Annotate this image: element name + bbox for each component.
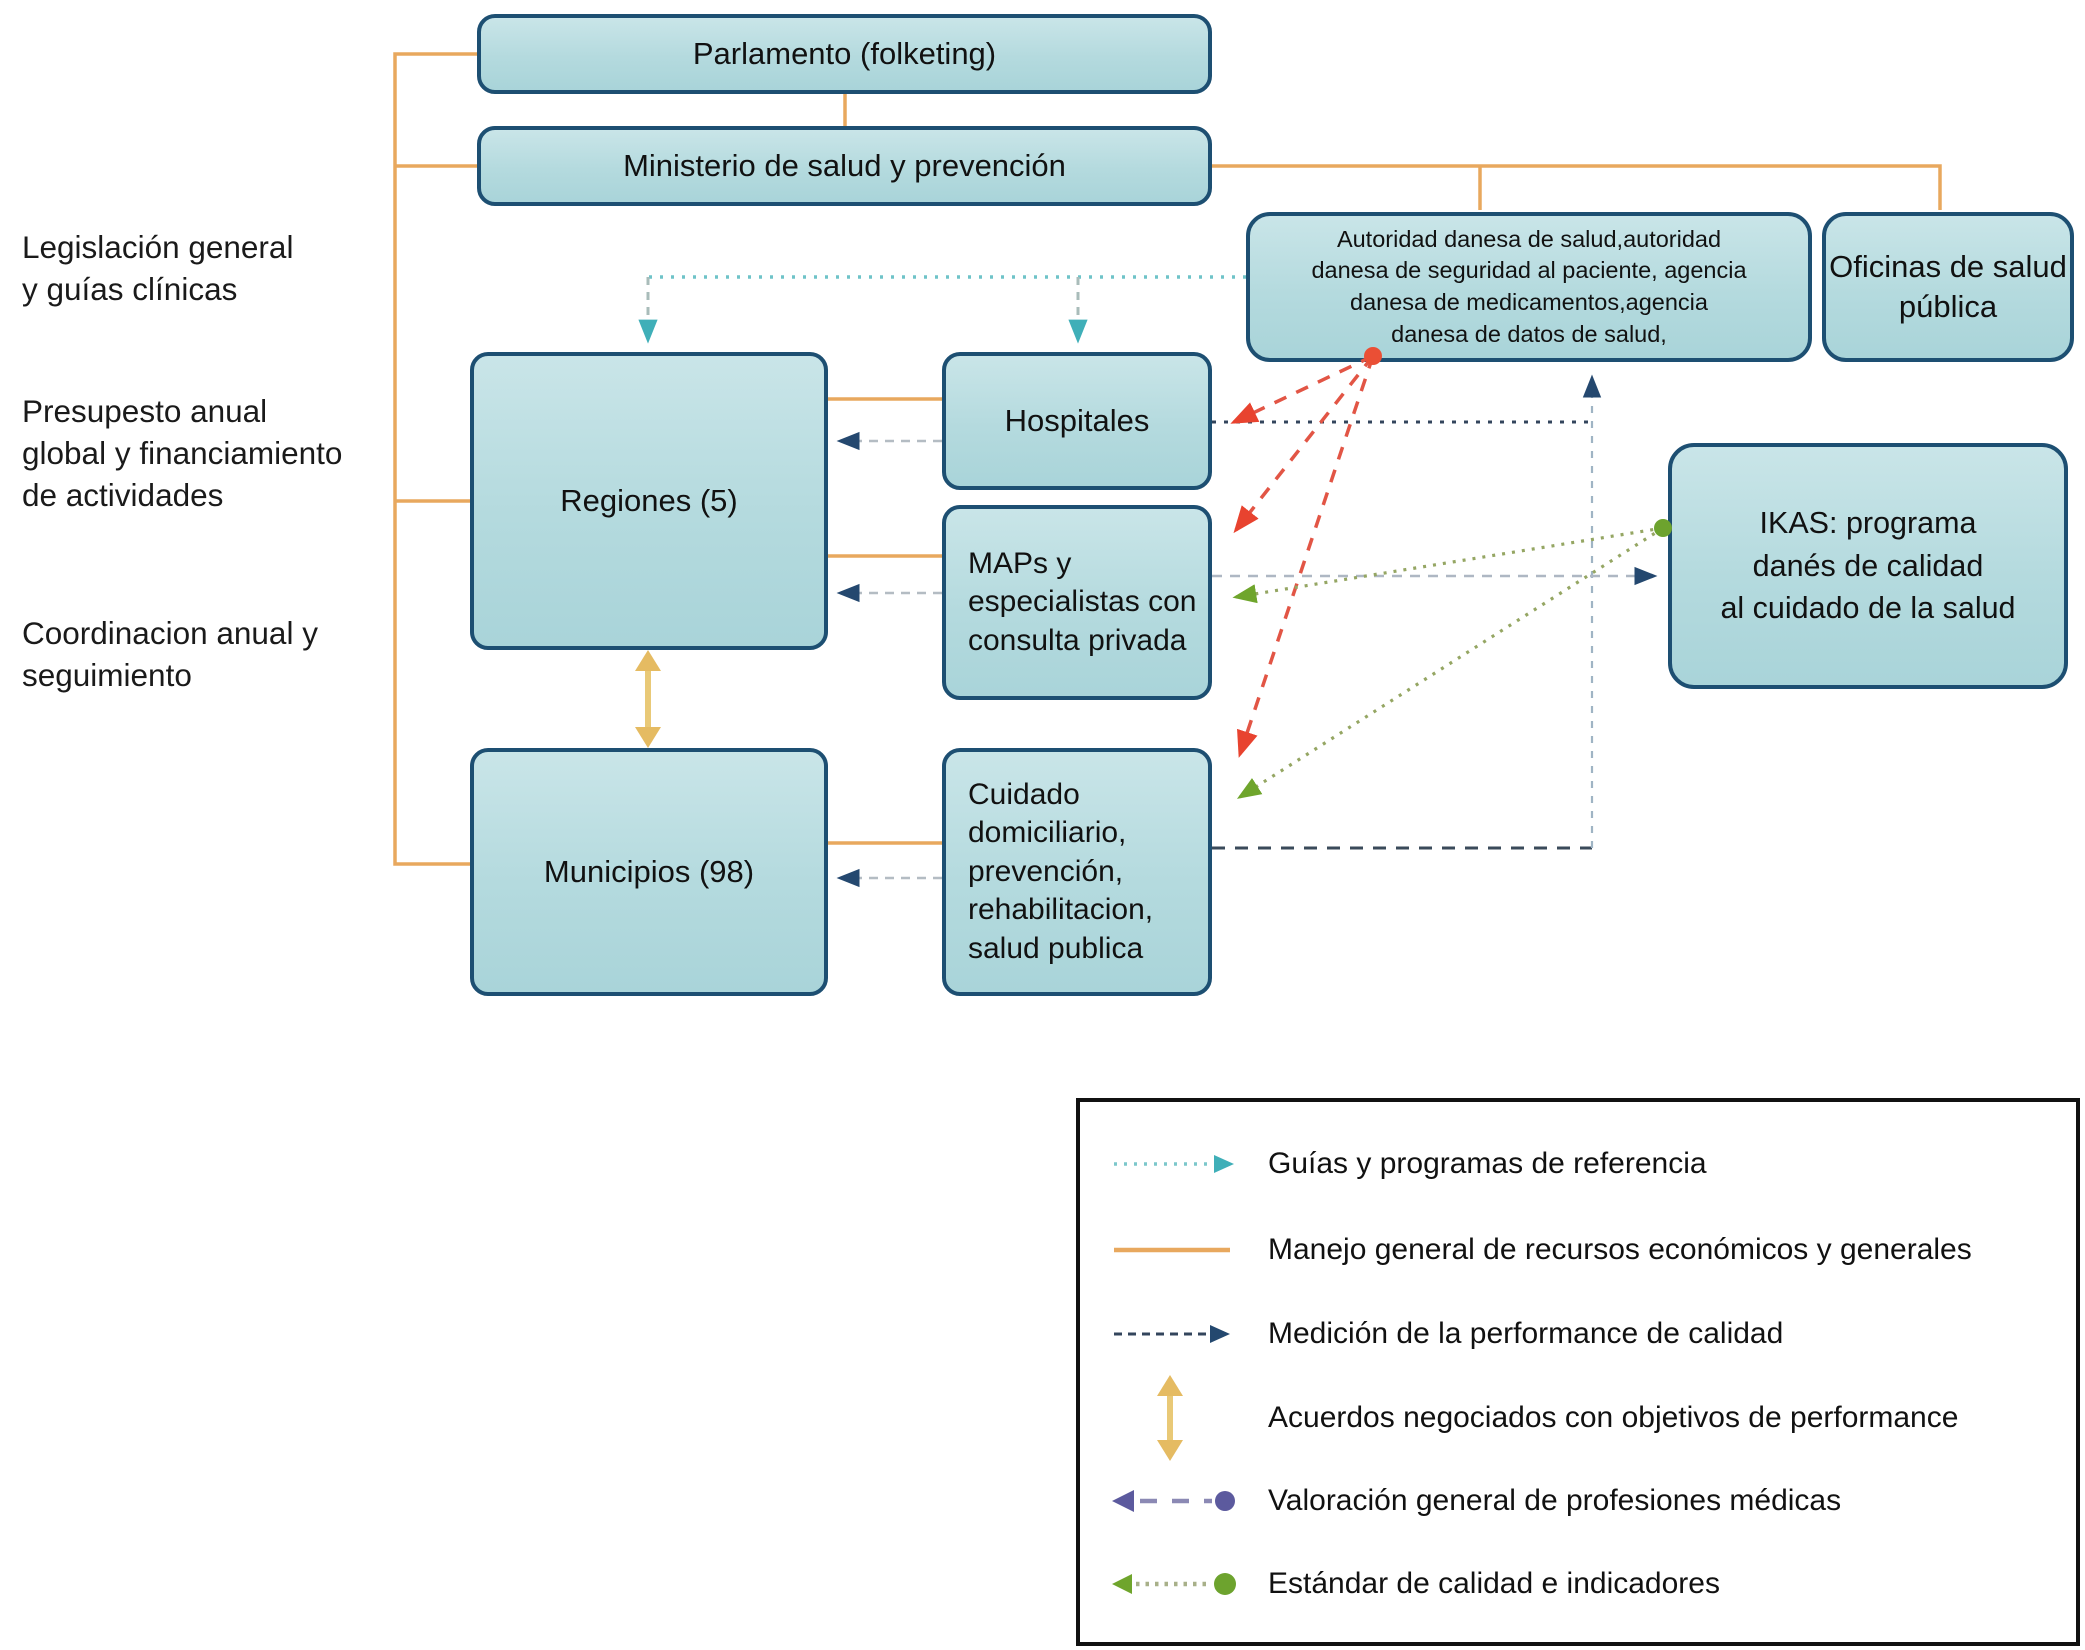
- side-label-line: y guías clínicas: [22, 271, 238, 308]
- legend-row-medicion: [1108, 1314, 2064, 1354]
- node-parlamento-label: Parlamento (folketing): [692, 36, 997, 72]
- professional-assessment-lines: [1234, 347, 1382, 754]
- node-autoridad-line: Autoridad danesa de salud,autoridad: [1336, 225, 1722, 252]
- node-ikas-line: IKAS: programa: [1759, 505, 1977, 540]
- legend: [1076, 1098, 2080, 1646]
- node-oficinas: [1822, 212, 2074, 362]
- legend-row-acuerdos: [1108, 1372, 2064, 1464]
- node-hospitales-label: Hospitales: [1004, 403, 1150, 439]
- side-label-line: seguimiento: [22, 657, 192, 694]
- node-oficinas-label: Oficinas de salud pública: [1829, 249, 2067, 324]
- node-cuidado: [942, 748, 1212, 996]
- side-label-line: global y financiamiento: [22, 435, 343, 472]
- node-autoridad: [1246, 212, 1812, 362]
- navy-dashed-arrow-icon: [1108, 1314, 1268, 1354]
- legend-label: Guías y programas de referencia: [1268, 1147, 1707, 1180]
- side-label-line: Presupesto anual: [22, 393, 268, 429]
- node-autoridad-line: danesa de datos de salud,: [1391, 320, 1667, 347]
- gold-double-vertical-arrow-icon: [1108, 1372, 1268, 1464]
- orange-solid-line-icon: [1108, 1230, 1268, 1270]
- node-regiones: [470, 352, 828, 650]
- legend-label: Estándar de calidad e indicadores: [1268, 1567, 1720, 1600]
- side-label-line: Coordinacion anual y: [22, 615, 318, 651]
- node-maps: [942, 505, 1212, 700]
- side-label-legislacion: [22, 226, 293, 310]
- node-cuidado-label: Cuidado domiciliario, prevención, rehabilitacion, salud publica: [968, 778, 1154, 965]
- teal-guideline-arrows: [648, 277, 1246, 340]
- purple-dashed-arrow-dot-icon: [1108, 1481, 1268, 1521]
- quality-standard-lines: [1236, 519, 1672, 797]
- node-ministerio: [477, 126, 1212, 206]
- node-ikas-line: danés de calidad: [1752, 548, 1984, 583]
- side-label-coordinacion: [22, 612, 318, 696]
- node-ministerio-label: Ministerio de salud y prevención: [623, 148, 1066, 184]
- node-regiones-label: Regiones (5): [560, 483, 738, 519]
- green-dotted-arrow-dot-icon: [1108, 1564, 1268, 1604]
- node-ikas: [1668, 443, 2068, 689]
- node-maps-label: MAPs y especialistas con consulta privada: [968, 546, 1197, 657]
- teal-dotted-arrow-icon: [1108, 1144, 1268, 1184]
- node-parlamento: [477, 14, 1212, 94]
- legend-row-estandar: [1108, 1564, 2064, 1604]
- legend-row-guias: [1108, 1144, 2064, 1184]
- node-municipios: [470, 748, 828, 996]
- legend-row-manejo: [1108, 1230, 2064, 1270]
- node-ikas-line: al cuidado de la salud: [1720, 591, 2016, 626]
- negotiated-agreement-arrow: [635, 650, 661, 748]
- node-autoridad-line: danesa de medicamentos,agencia: [1350, 289, 1708, 315]
- legend-row-valoracion: [1108, 1481, 2064, 1521]
- legend-label: Valoración general de profesiones médicas: [1268, 1484, 1842, 1517]
- legend-label: Manejo general de recursos económicos y generales: [1268, 1233, 1972, 1266]
- legend-label: Acuerdos negociados con objetivos de performance: [1268, 1401, 1959, 1434]
- node-autoridad-line: danesa de seguridad al paciente, agencia: [1311, 257, 1747, 284]
- legend-label: Medición de la performance de calidad: [1268, 1317, 1784, 1350]
- side-label-line: de actividades: [22, 477, 224, 514]
- side-label-presupuesto: [22, 390, 342, 517]
- side-label-line: Legislación general: [22, 229, 294, 265]
- node-hospitales: [942, 352, 1212, 490]
- node-municipios-label: Municipios (98): [543, 854, 755, 890]
